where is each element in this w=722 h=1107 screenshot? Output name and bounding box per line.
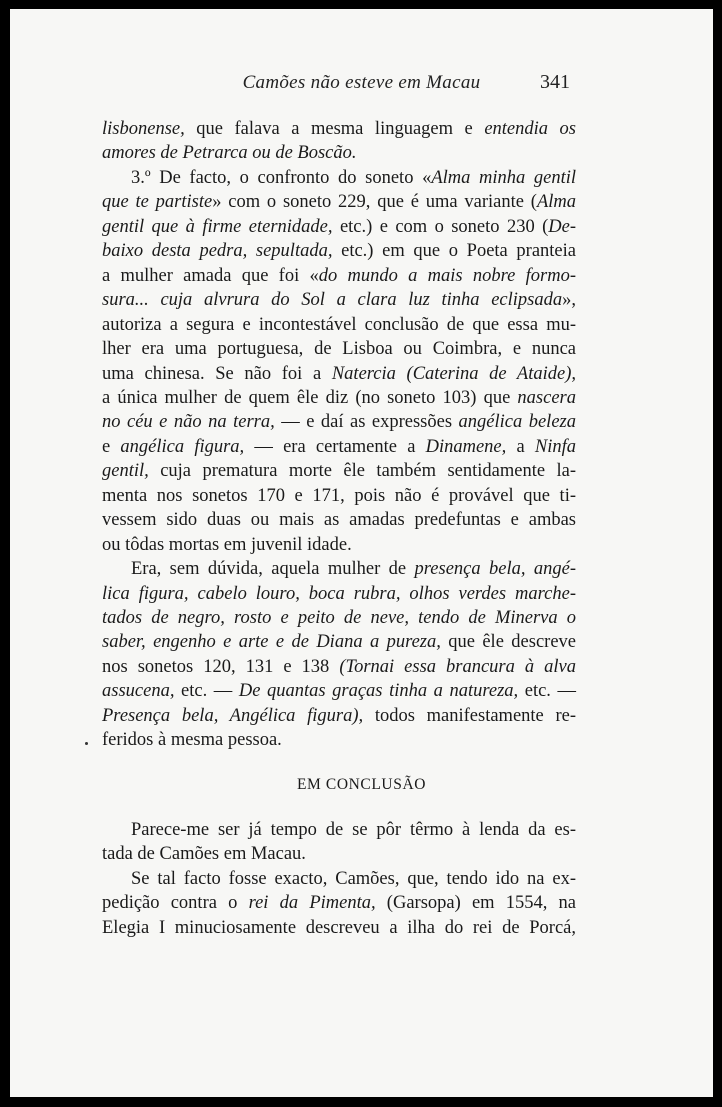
text-line bbox=[102, 459, 576, 483]
italic-segment: do mundo a mais nobre formo- bbox=[318, 265, 576, 286]
italic-segment: gentil que à firme eternidade, bbox=[102, 216, 333, 237]
text-segment: », bbox=[562, 290, 576, 311]
text-segment: autoriza a segura e incontestável conclusão de que essa mu- bbox=[102, 314, 576, 335]
italic-segment: angélica figura, bbox=[120, 436, 245, 457]
italic-segment: De- bbox=[548, 216, 577, 237]
italic-segment: Ninfa bbox=[534, 436, 577, 457]
italic-segment: De quantas graças tinha a natureza, bbox=[238, 681, 519, 702]
text-line bbox=[131, 166, 576, 190]
text-segment: — era certamente a bbox=[244, 436, 426, 457]
text-line bbox=[102, 704, 576, 728]
italic-segment: assucena, bbox=[102, 681, 175, 702]
text-segment: uma chinesa. Se não foi a bbox=[102, 363, 332, 384]
text-line bbox=[102, 606, 576, 630]
text-line bbox=[102, 117, 576, 141]
text-segment: 3.º De facto, o confronto do soneto « bbox=[131, 167, 432, 188]
text-segment: a única mulher de quem êle diz (no soneto 103) que bbox=[102, 387, 518, 408]
text-segment: Era, sem dúvida, aquela mulher de bbox=[131, 559, 415, 580]
running-title: Camões não esteve em Macau bbox=[242, 72, 481, 93]
text-segment: etc.) e com o soneto 230 ( bbox=[332, 216, 549, 237]
text-line bbox=[102, 484, 576, 508]
page-number: 341 bbox=[540, 71, 570, 93]
italic-segment: lica figura, cabelo louro, boca rubra, olhos verdes marche- bbox=[102, 583, 576, 604]
text-line bbox=[102, 842, 576, 866]
italic-segment: baixo desta pedra, sepultada, bbox=[102, 241, 333, 262]
text-line bbox=[102, 141, 576, 165]
text-line bbox=[102, 728, 576, 752]
text-segment: tada de Camões em Macau. bbox=[102, 844, 306, 865]
italic-segment: que te partiste bbox=[102, 192, 213, 213]
text-segment: nos sonetos 120, 131 e 138 bbox=[102, 656, 340, 677]
text-line bbox=[102, 190, 576, 214]
text-segment: Parece-me ser já tempo de se pôr têrmo à lenda da es- bbox=[131, 820, 576, 840]
italic-segment: angélica beleza bbox=[458, 412, 576, 433]
text-segment: — e daí as expressões bbox=[274, 412, 459, 433]
italic-segment: (Tornai essa brancura à alva bbox=[339, 656, 576, 677]
text-segment: a mulher amada que foi « bbox=[102, 265, 319, 286]
text-line bbox=[131, 557, 576, 581]
italic-segment: saber, engenho e arte e de Diana a pureza, bbox=[102, 632, 441, 653]
italic-segment: gentil, bbox=[102, 461, 149, 482]
italic-segment: presença bela, angé- bbox=[414, 559, 576, 580]
italic-segment: Dinamene, bbox=[425, 436, 507, 457]
text-segment: pedição contra o bbox=[102, 893, 249, 914]
italic-segment: Natercia (Caterina de Ataide), bbox=[331, 363, 577, 384]
text-line bbox=[102, 435, 576, 459]
italic-segment: no céu e não na terra, bbox=[102, 412, 275, 433]
text-line bbox=[102, 916, 576, 940]
text-segment: Se tal facto fosse exacto, Camões, que, tendo ido na ex- bbox=[131, 868, 576, 889]
text-line bbox=[102, 362, 576, 386]
text-segment: vessem sido duas ou mais as amadas predefuntas e ambas bbox=[102, 510, 576, 531]
text-line bbox=[102, 264, 576, 288]
text-segment: Elegia I minuciosamente descreveu a ilha do rei de Porcá, bbox=[102, 917, 576, 938]
text-segment: etc. — bbox=[174, 681, 239, 702]
text-segment: (Garsopa) em 1554, na bbox=[375, 893, 577, 914]
text-line bbox=[102, 215, 576, 239]
text-line bbox=[102, 655, 576, 679]
italic-segment: lisbonense, bbox=[102, 119, 185, 139]
text-line bbox=[102, 533, 576, 557]
italic-segment: rei da Pimenta, bbox=[248, 893, 376, 914]
text-line bbox=[102, 630, 576, 654]
text-segment: etc.) em que o Poeta pranteia bbox=[332, 241, 576, 262]
italic-segment: tados de negro, rosto e peito de neve, tendo de Minerva o bbox=[102, 608, 576, 628]
text-line bbox=[102, 337, 576, 361]
text-segment: que falava a mesma linguagem e bbox=[184, 119, 485, 139]
text-line bbox=[102, 239, 576, 263]
italic-segment: Presença bela, Angélica figura), bbox=[102, 705, 364, 726]
text-line bbox=[102, 679, 576, 703]
text-segment: e bbox=[102, 436, 121, 457]
text-segment: menta nos sonetos 170 e 171, pois não é provável que ti- bbox=[102, 485, 576, 506]
text-segment: cuja prematura morte êle também sentidamente la- bbox=[148, 461, 576, 482]
italic-segment: nascera bbox=[517, 387, 576, 408]
italic-segment: amores de Petrarca ou de Boscão. bbox=[102, 143, 357, 164]
text-line bbox=[102, 288, 576, 312]
text-segment: que êle descreve bbox=[440, 632, 576, 653]
text-segment: a bbox=[506, 436, 535, 457]
book-page bbox=[10, 9, 713, 1097]
text-line bbox=[102, 891, 576, 915]
text-segment: feridos à mesma pessoa. bbox=[102, 730, 282, 751]
print-speck bbox=[85, 742, 88, 745]
text-line bbox=[131, 867, 576, 891]
text-line bbox=[102, 582, 576, 606]
text-line bbox=[131, 818, 576, 842]
italic-segment: Alma bbox=[536, 192, 576, 213]
italic-segment: entendia os bbox=[484, 119, 577, 139]
text-line bbox=[102, 508, 576, 532]
section-heading: EM CONCLUSÃO bbox=[296, 776, 427, 793]
text-segment: etc. — bbox=[518, 681, 576, 702]
text-line bbox=[102, 410, 576, 434]
text-segment: » com o soneto 229, que é uma variante ( bbox=[212, 192, 537, 213]
text-segment: todos manifestamente re- bbox=[363, 705, 576, 726]
italic-segment: sura... cuja alvrura do Sol a clara luz tinha eclipsada bbox=[102, 290, 563, 311]
text-line bbox=[102, 313, 576, 337]
text-line bbox=[102, 386, 576, 410]
italic-segment: Alma minha gentil bbox=[431, 167, 576, 188]
text-segment: ou tôdas mortas em juvenil idade. bbox=[102, 534, 352, 555]
text-segment: lher era uma portuguesa, de Lisboa ou Coimbra, e nunca bbox=[102, 339, 576, 360]
